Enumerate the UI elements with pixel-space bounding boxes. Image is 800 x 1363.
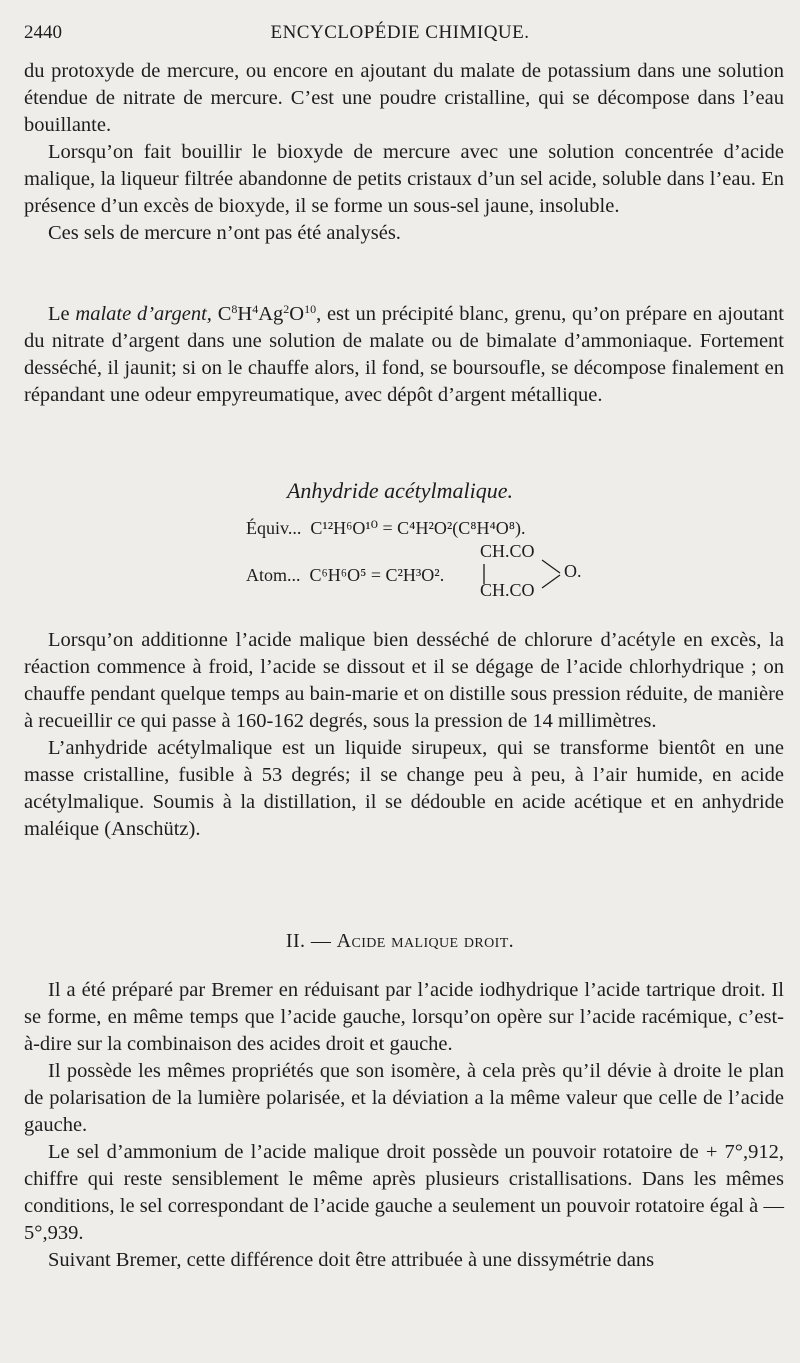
compound-formula: $C^8H^4Ag^2O^{10}$ <box>217 302 317 325</box>
paragraph: Ces sels de mercure n’ont pas été analysés. <box>48 222 401 244</box>
paragraph: Lorsqu’on fait bouillir le bioxyde de mercure avec une solution concentrée d’acide malique, la liqueur filtrée abandonne de petits cristaux d’un sel acide, soluble dans l’eau. En présence d’un excès de bioxyde, il se forme un sous-sel jaune, insoluble. <box>24 141 784 217</box>
page-number: 2440 <box>24 22 62 43</box>
paragraph: Le malate d’argent, $C^8H^4Ag^2O^{10}$, est un précipité blanc, grenu, qu’on prépare en ajoutant du nitrate d’argent dans une solution de malate ou de bimalate d’ammoniaque. Fortement desséché, il jaunit; si on le chauffe alors, il fond, se boursoufle, se décompose finalement en répandant une odeur empyreumatique, avec dépôt d’argent métallique. <box>24 302 785 406</box>
paragraph: Il possède les mêmes propriétés que son isomère, à cela près qu’il dévie à droite le plan de polarisation de la lumière polarisée, et la déviation a la même valeur que celle de l’acide gauche. <box>24 1060 784 1136</box>
formula-label: Équiv... <box>246 518 302 538</box>
acetylmalic-anhydride-text <box>24 627 784 843</box>
equivalent-formula <box>246 518 526 539</box>
paragraph: L’anhydride acétylmalique est un liquide sirupeux, qui se transforme bientôt en une masse cristalline, fusible à 53 degrés; il se change peu à peu, à l’air humide, en acide acétylmalique. Soumis à la distillation, il se dédouble en acide acétique et en anhydride maléique (Anschütz). <box>24 737 784 840</box>
paragraph: Il a été préparé par Bremer en réduisant par l’acide iodhydrique l’acide tartrique droit. Il se forme, en même temps que l’acide gauche, lorsqu’on opère sur l’acide racémique, c’est-à-dire sur la combinaison des acides droit et gauche. <box>24 979 784 1055</box>
structure-top-group: CH.CO <box>480 541 535 561</box>
chapter-title: Acide malique droit. <box>336 930 515 952</box>
paragraph: Le sel d’ammonium de l’acide malique droit possède un pouvoir rotatoire de + 7°,912, chiffre qui reste sensiblement le même après plusieurs cristallisations. Dans les mêmes conditions, le sel correspondant de l’acide gauche a seulement un pouvoir rotatoire égal à — 5°,939. <box>24 1141 784 1244</box>
paragraph: du protoxyde de mercure, ou encore en ajoutant du malate de potassium dans une solution étendue de nitrate de mercure. C’est une poudre cristalline, qui se décompose dans l’eau bouillante. <box>24 60 784 136</box>
structural-formula <box>480 541 600 605</box>
compound-name: malate d’argent, <box>75 303 212 325</box>
running-header <box>24 22 776 48</box>
section-title: Anhydride acétylmalique. <box>286 478 514 503</box>
right-malic-acid-text <box>24 977 784 1274</box>
structure-oxygen: O. <box>564 561 582 581</box>
structure-bottom-group: CH.CO <box>480 580 535 600</box>
formula-text: C⁶H⁶O⁵ = C²H³O². <box>309 565 445 585</box>
mercury-salts-section <box>24 58 784 247</box>
chapter-heading <box>0 930 800 953</box>
structure-bonds <box>480 541 600 605</box>
silver-malate-section <box>24 301 784 409</box>
paragraph: Suivant Bremer, cette différence doit être attribuée à une dissymétrie dans <box>48 1249 655 1271</box>
formula-text: C¹²H⁶O¹⁰ = C⁴H²O²(C⁸H⁴O⁸). <box>310 518 526 538</box>
formula-label: Atom... <box>246 565 301 585</box>
chapter-number: II. — <box>285 930 332 952</box>
paragraph: Lorsqu’on additionne l’acide malique bien desséché de chlorure d’acétyle en excès, la réaction commence à froid, l’acide se dissout et il se dégage de l’acide chlorhydrique ; on chauffe pendant quelque temps au bain-marie et on distille sous pression réduite, de manière à recueillir ce qui passe à 160-162 degrés, sous la pression de 14 millimètres. <box>24 629 784 732</box>
running-title: ENCYCLOPÉDIE CHIMIQUE. <box>270 22 530 43</box>
atomic-formula <box>246 565 444 586</box>
